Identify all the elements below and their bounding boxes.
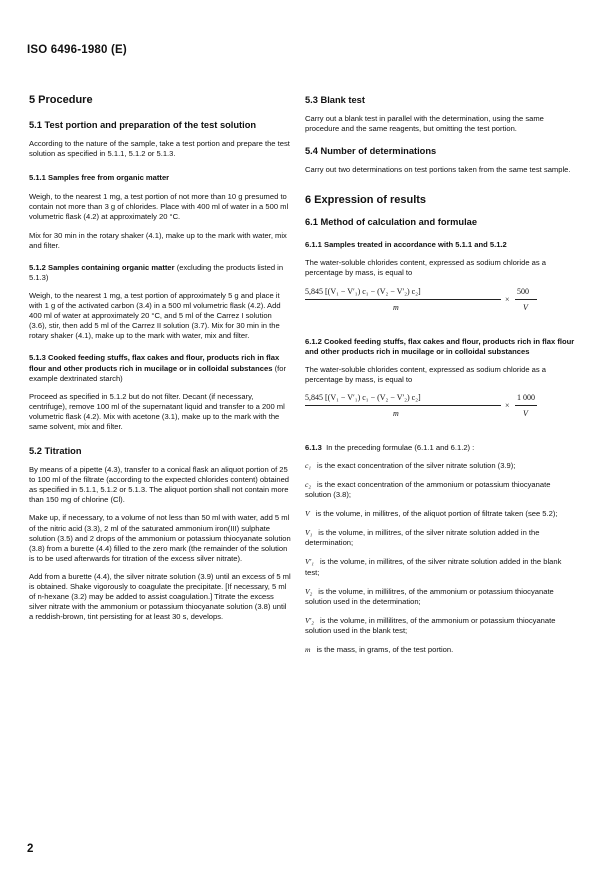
section-6-1-3-intro [305, 443, 577, 453]
section-5-1-1-para-2: Mix for 30 min in the rotary shaker (4.1), make up to the mark with water, mix and filter. [29, 230, 287, 250]
formula-1-numerator: 5,845 [(V₁ − V′₁) c₁ − (V₂ − V′₂) c₂] [305, 286, 421, 296]
formula-1-factor-denominator: V [523, 302, 528, 312]
definition-text: is the volume, in millilitres, of the ammonium or potassium thiocyanate solution used in the determination; [305, 586, 554, 606]
section-6-title: 6 Expression of results [305, 194, 427, 207]
formula-2-multiply: × [505, 400, 510, 410]
section-5-2-para-3: Add from a burette (4.4), the silver nitrate solution (3.9) until an excess of 5 ml is obtained. Shake vigorously to coagulate the precipitate. [If necessary, 5 ml of n-hexane (3.2) may be added to assist coagulation.] Titrate the excess silver nitrate with the ammonium or potassium thiocyanate solution (3.8) until a reddish-brown, tint persisting for at least 30 s, develops. [29, 571, 291, 622]
definitions-list [305, 461, 577, 655]
definition-item [305, 480, 577, 500]
definition-text: is the volume, in millitres, of the silver nitrate solution added in the determination; [305, 528, 540, 548]
section-5-1-3-heading [29, 353, 291, 383]
section-6-1-1-text: The water-soluble chlorides content, expressed as sodium chloride as a percentage by mass, is equal to [305, 258, 547, 278]
section-5-4-text: Carry out two determinations on test portions taken from the same test sample. [305, 165, 571, 175]
section-5-2-para-2: Make up, if necessary, to a volume of not less than 50 ml with water, add 5 ml of the nitric acid (3.3), 2 ml of the saturated ammonium iron(III) sulphate solution (3.5) and 2 drops of the ammonium or potassium thiocyanate solution (3.8) from a burette (4.4) filled to the zero mark (the remainder of the solution is to be used afterwards for titration of the excess silver nitrate). [29, 513, 291, 563]
formula-2-denominator: m [393, 408, 399, 418]
definition-text: is the exact concentration of the silver nitrate solution (3.9); [317, 460, 516, 470]
section-6-1-3-label: 6.1.3 [305, 442, 322, 452]
definition-text: is the exact concentration of the ammonium or potassium thiocyanate solution (3.8); [305, 479, 551, 500]
definition-text: is the volume, in millitres, of the silver nitrate solution added in the blank test; [305, 557, 562, 577]
definition-symbol: c₁ [305, 460, 312, 470]
definition-symbol: V₁ [305, 528, 313, 538]
section-5-1-2-title-rest: (excluding the products listed in 5.1.3) [29, 262, 284, 282]
section-5-1-2-title: 5.1.2 Samples containing organic matter [29, 262, 175, 272]
formula-1-factor-bar [515, 299, 537, 300]
section-5-3-text: Carry out a blank test in parallel with the determination, using the same procedure and the same reagents, but omitting the test portion. [305, 114, 544, 134]
section-5-1-3-title-rest: (for example dextrinated starch) [29, 363, 286, 383]
formula-6-1-1 [305, 285, 577, 337]
formula-2-factor-numerator: 1 000 [517, 392, 535, 402]
document-header: ISO 6496-1980 (E) [27, 44, 127, 56]
section-6-1-1-title: 6.1.1 Samples treated in accordance with 5.1.1 and 5.1.2 [305, 240, 507, 250]
definition-item [305, 616, 577, 636]
formula-1-denominator: m [393, 302, 399, 312]
definition-item [305, 587, 577, 607]
formula-1-factor-numerator: 500 [517, 286, 529, 296]
section-5-1-1-title: 5.1.1 Samples free from organic matter [29, 173, 170, 183]
section-6-1-title: 6.1 Method of calculation and formulae [305, 217, 478, 228]
definition-symbol: V′₁ [305, 557, 314, 567]
definition-symbol: V₂ [305, 586, 313, 596]
definition-text: is the volume, in millilitres, of the ammonium or potassium thiocyanate solution used in the blank test; [305, 615, 556, 635]
definition-text: is the volume, in millitres, of the aliquot portion of filtrate taken (see 5.2); [315, 509, 558, 519]
definition-text: is the mass, in grams, of the test portion. [316, 644, 454, 654]
formula-2-numerator: 5,845 [(V₁ − V′₁) c₁ − (V₂ − V′₂) c₂] [305, 392, 421, 402]
formula-6-1-2 [305, 391, 577, 443]
definition-item [305, 509, 577, 519]
page-number: 2 [27, 843, 34, 855]
section-5-1-1-para-1: Weigh, to the nearest 1 mg, a test portion of not more than 10 g presumed to contain not more than 3 g of chlorides. Place with 400 ml of water in a 500 ml volumetric flask (4.2) at approximately 20 °C. [29, 192, 289, 222]
definition-symbol: c₂ [305, 479, 312, 489]
section-5-4-title: 5.4 Number of determinations [305, 146, 437, 157]
section-5-1-3-title: 5.1.3 Cooked feeding stuffs, flax cakes and flour, products rich in flax flour and other products rich in mucilage or in colloidal substances [29, 353, 280, 373]
section-5-2-para-1: By means of a pipette (4.3), transfer to a conical flask an aliquot portion of 25 to 100 ml of the filtrate (according to the expected chlorides content) obtained as specified in 5.1.1, 5.1.2 or 5.1.3. The aliquot portion shall not contain more than 150 mg of chlorine (Cl). [29, 465, 290, 505]
section-5-title: 5 Procedure [29, 94, 93, 106]
definition-item [305, 461, 577, 471]
section-6-1-3-text: In the preceding formulae (6.1.1 and 6.1.2) : [326, 442, 475, 452]
section-5-1-2-heading [29, 263, 291, 283]
definition-symbol: V′₂ [305, 615, 314, 625]
section-5-1-3-para-1: Proceed as specified in 5.1.2 but do not filter. Decant (if necessary, centrifuge), remove 100 ml of the supernatant liquid and transfer to a 200 ml volumetric flask (4.2). Mix with acetone (3.1), make up to the mark with the same solvent, mix and filter. [29, 391, 285, 431]
formula-1-fraction-bar [305, 299, 501, 300]
definition-item [305, 645, 577, 655]
definition-symbol: V [305, 509, 310, 519]
formula-2-fraction-bar [305, 405, 501, 406]
formula-2-factor-bar [515, 405, 537, 406]
definition-symbol: m [305, 644, 311, 654]
left-column [29, 95, 291, 622]
section-6-1-2-title: 6.1.2 Cooked feeding stuffs, flax cakes and flour, products rich in flax flour and other products rich in mucilage or in colloidal substances [305, 336, 575, 356]
section-6-1-2-text: The water-soluble chlorides content, expressed as sodium chloride as a percentage by mass, is equal to [305, 364, 547, 384]
formula-1-multiply: × [505, 294, 510, 304]
section-5-1-title: 5.1 Test portion and preparation of the test solution [29, 120, 257, 131]
right-column [305, 95, 577, 664]
section-5-1-text: According to the nature of the sample, take a test portion and prepare the test solution as specified in 5.1.1, 5.1.2 or 5.1.3. [29, 139, 290, 159]
definition-item [305, 528, 577, 548]
definition-item [305, 557, 577, 577]
section-5-3-title: 5.3 Blank test [305, 95, 365, 105]
section-5-1-2-para-1: Weigh, to the nearest 1 mg, a test portion of approximately 5 g and place it with 1 g of the activated carbon (3.4) in a 500 ml volumetric flask (4.2). Add 400 ml of water at approximately 20 °C, and 5 ml of the Carrez I solution (3.6), stir, then add 5 ml of the Carrez II solution (3.7). Mix for 30 min in the rotary shaker (4.1), make up to the mark with water, mix and filter. [29, 290, 281, 341]
formula-2-factor-denominator: V [523, 408, 528, 418]
section-5-2-title: 5.2 Titration [29, 446, 82, 457]
